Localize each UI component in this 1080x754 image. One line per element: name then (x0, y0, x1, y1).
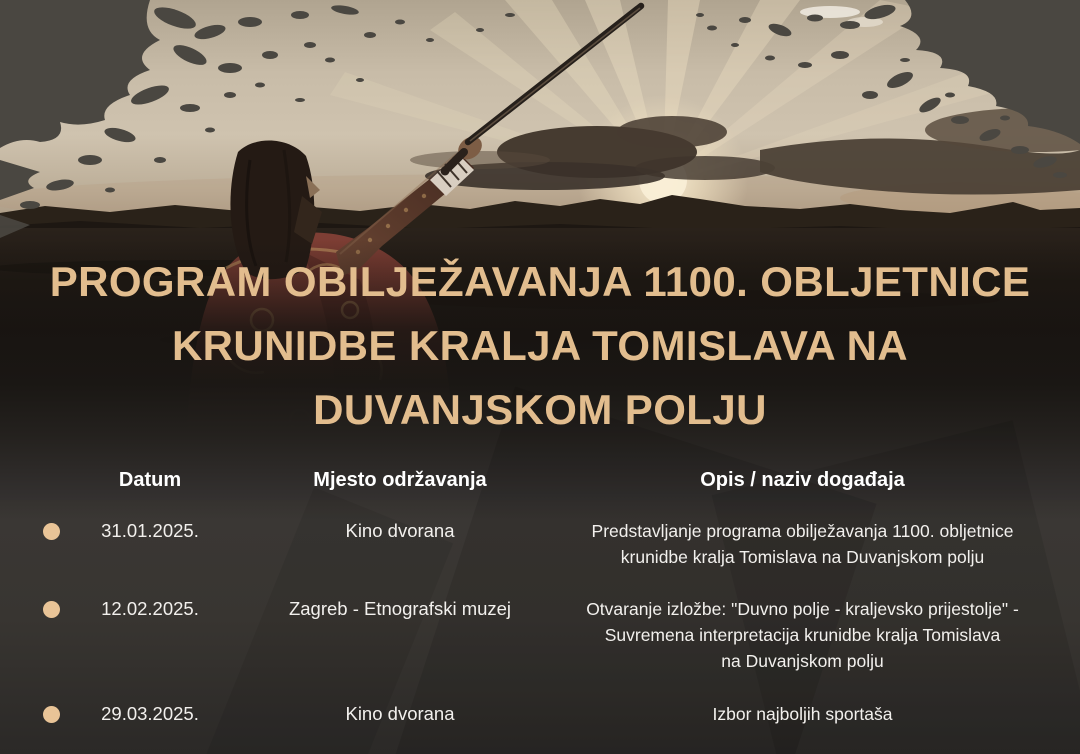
column-header-date: Datum (118, 469, 182, 491)
table-row (0, 701, 1080, 727)
description-line: Suvremena interpretacija krunidbe kralja Tomislava (604, 625, 1001, 645)
description-line: krunidbe kralja Tomislava na Duvanjskom polju (620, 547, 985, 567)
event-place: Kino dvorana (345, 703, 455, 724)
event-place: Zagreb - Etnografski muzej (288, 598, 512, 619)
event-description (575, 596, 1080, 674)
bullet-icon (43, 601, 60, 618)
bullet-cell (0, 596, 75, 618)
description-line: Izbor najboljih sportaša (712, 704, 893, 724)
event-date: 31.01.2025. (101, 520, 199, 541)
description-line: Predstavljanje programa obilježavanja 1100. obljetnice (591, 521, 1014, 541)
title-line-2: KRUNIDBE KRALJA TOMISLAVA NA (171, 322, 909, 369)
event-description (575, 701, 1080, 727)
event-date: 29.03.2025. (101, 703, 199, 724)
bullet-icon (43, 706, 60, 723)
table-row (0, 596, 1080, 674)
title-line-3: DUVANJSKOM POLJU (313, 386, 767, 433)
description-line: Otvaranje izložbe: "Duvno polje - kraljevsko prijestolje" - (586, 599, 1019, 619)
table-row (0, 518, 1080, 570)
bullet-cell (0, 518, 75, 540)
title-line-1: PROGRAM OBILJEŽAVANJA 1100. OBLJETNICE (49, 258, 1031, 305)
poster-title (0, 250, 1080, 442)
event-description (575, 518, 1080, 570)
bullet-icon (43, 523, 60, 540)
event-table (0, 466, 1080, 753)
event-place: Kino dvorana (345, 520, 455, 541)
description-line: na Duvanjskom polju (721, 651, 884, 671)
column-header-description: Opis / naziv događaja (700, 469, 905, 491)
table-header-row (0, 466, 1080, 494)
bullet-cell (0, 701, 75, 723)
column-header-place: Mjesto održavanja (313, 469, 487, 491)
event-date: 12.02.2025. (101, 598, 199, 619)
